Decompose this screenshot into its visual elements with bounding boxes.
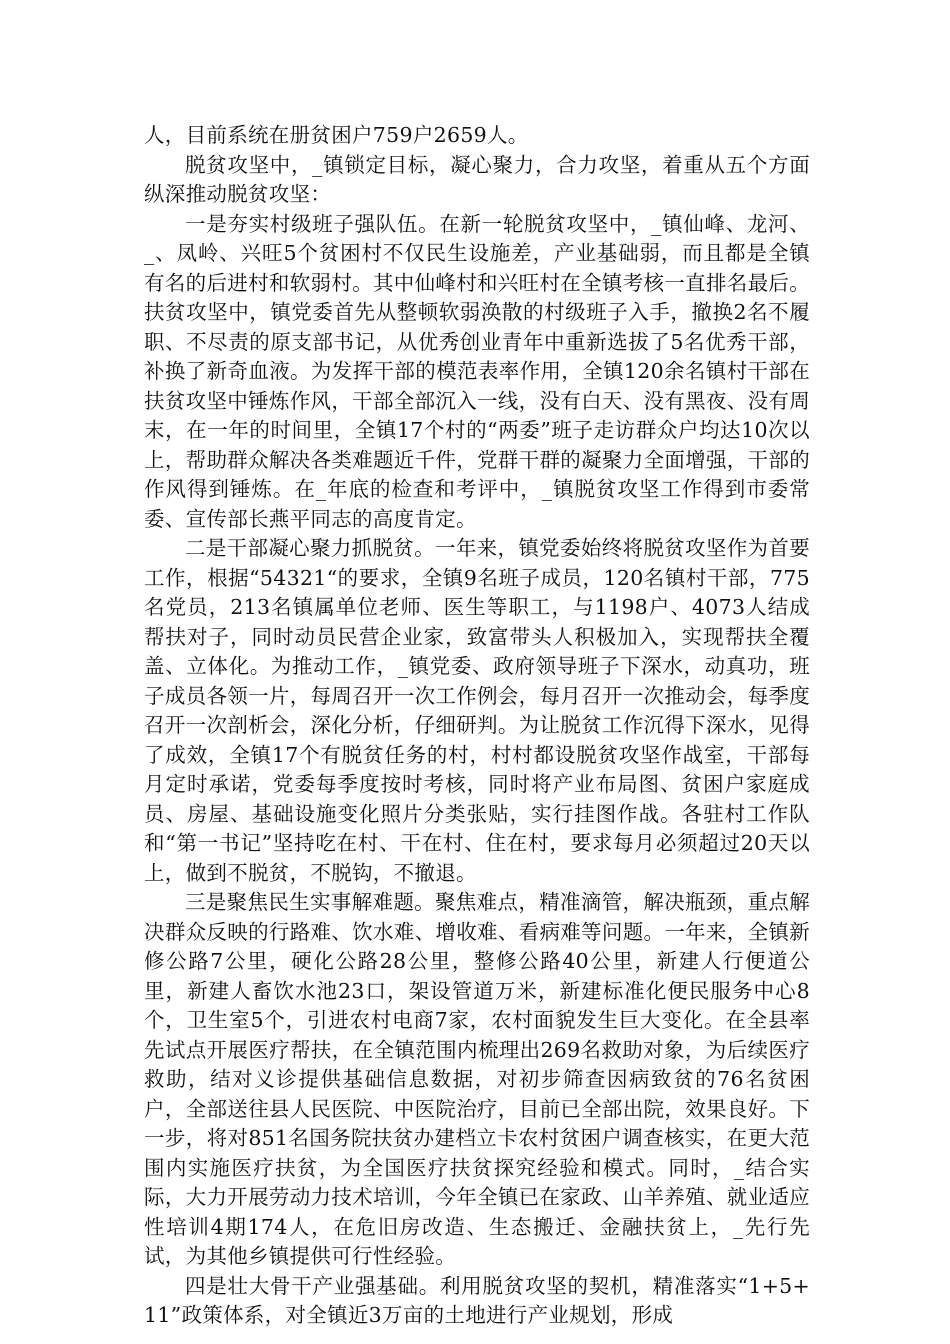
paragraph-6: 四是壮大骨干产业强基础。利用脱贫攻坚的契机，精准落实“1+5+11”政策体系，对全镇近3万亩的土地进行产业规划，形成 (144, 1273, 810, 1327)
paragraph-5: 三是聚焦民生实事解难题。聚焦难点，精准滴管，解决瓶颈，重点解决群众反映的行路难、饮水难、增收难、看病难等问题。一年来，全镇新修公路7公里，硬化公路28公里，整修公路40公里，新建人行便道公里，新建人畜饮水池23口，架设管道万米，新建标准化便民服务中心8个，卫生室5个，引进农村电商7家，农村面貌发生巨大变化。在全县率先试点开展医疗帮扶，在全镇范围内梳理出269名救助对象，为后续医疗救助，结对义诊提供基础信息数据，对初步筛查因病致贫的76名贫困户，全部送往县人民医院、中医院治疗，目前已全部出院，效果良好。下一步，将对851名国务院扶贫办建档立卡农村贫困户调查核实，在更大范围内实施医疗扶贫，为全国医疗扶贫探究经验和模式。同时，_结合实际，大力开展劳动力技术培训，今年全镇已在家政、山羊养殖、就业适应性培训4期174人，在危旧房改造、生态搬迁、金融扶贫上，_先行先试，为其他乡镇提供可行性经验。 (144, 890, 810, 1268)
document-body (144, 121, 810, 1331)
paragraph-1: 人，目前系统在册贫困户759户2659人。 (144, 123, 529, 147)
paragraph-3: 一是夯实村级班子强队伍。在新一轮脱贫攻坚中，_镇仙峰、龙河、_、凤岭、兴旺5个贫困村不仅民生设施差，产业基础弱，而且都是全镇有名的后进村和软弱村。其中仙峰村和兴旺村在全镇考核一直排名最后。扶贫攻坚中，镇党委首先从整顿软弱涣散的村级班子入手，撤换2名不履职、不尽责的原支部书记，从优秀创业青年中重新选拔了5名优秀干部，补换了新奇血液。为发挥干部的模范表率作用，全镇120余名镇村干部在扶贫攻坚中锤炼作风，干部全部沉入一线，没有白天、没有黑夜、没有周末，在一年的时间里，全镇17个村的“两委”班子走访群众户均达10次以上，帮助群众解决各类难题近千件，党群干群的凝聚力全面增强，干部的作风得到锤炼。在_年底的检查和考评中，_镇脱贫攻坚工作得到市委常委、宣传部长燕平同志的高度肯定。 (144, 211, 810, 531)
paragraph-2: 脱贫攻坚中，_镇锁定目标，凝心聚力，合力攻坚，着重从五个方面纵深推动脱贫攻坚： (144, 152, 810, 206)
paragraph-4: 二是干部凝心聚力抓脱贫。一年来，镇党委始终将脱贫攻坚作为首要工作，根据“54321“的要求，全镇9名班子成员，120名镇村干部，775名党员，213名镇属单位老师、医生等职工，与1198户、4073人结成帮扶对子，同时动员民营企业家，致富带头人积极加入，实现帮扶全覆盖、立体化。为推动工作，_镇党委、政府领导班子下深水，动真功，班子成员各领一片，每周召开一次工作例会，每月召开一次推动会，每季度召开一次剖析会，深化分析，仔细研判。为让脱贫工作沉得下深水，见得了成效，全镇17个有脱贫任务的村，村村都设脱贫攻坚作战室，干部每月定时承诺，党委每季度按时考核，同时将产业布局图、贫困户家庭成员、房屋、基础设施变化照片分类张贴，实行挂图作战。各驻村工作队和“第一书记”坚持吃在村、干在村、住在村，要求每月必须超过20天以上，做到不脱贫，不脱钩，不撤退。 (144, 536, 810, 885)
